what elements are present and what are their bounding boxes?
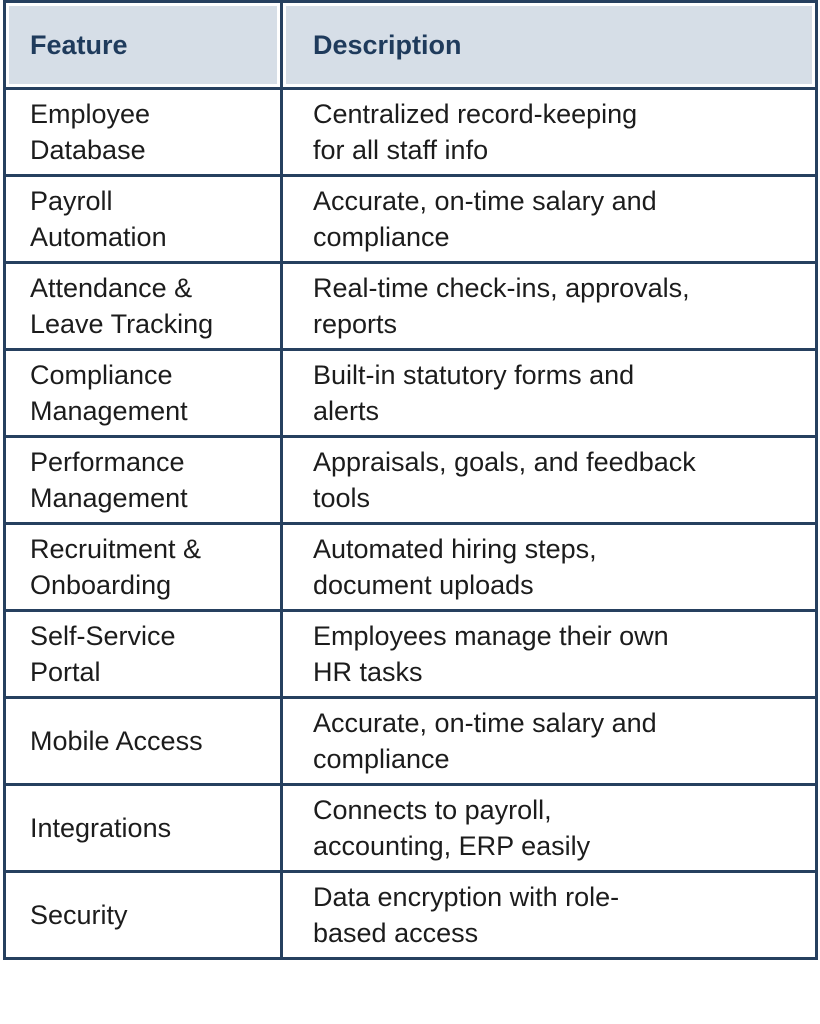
- feature-cell-line: Security: [30, 900, 128, 930]
- description-cell-line: compliance: [313, 222, 450, 252]
- feature-table: [3, 0, 818, 960]
- table-row: [5, 524, 817, 611]
- description-cell-line: Automated hiring steps,: [313, 534, 597, 564]
- feature-cell-line: Management: [30, 483, 188, 513]
- feature-cell: [5, 89, 282, 176]
- description-cell: [282, 611, 817, 698]
- description-cell: [282, 89, 817, 176]
- feature-cell-line: Recruitment &: [30, 534, 202, 564]
- description-cell-line: Employees manage their own: [313, 621, 669, 651]
- feature-cell: [5, 176, 282, 263]
- header-description: Description: [282, 2, 817, 89]
- table-header-row: [5, 2, 817, 89]
- description-cell-line: Centralized record-keeping: [313, 99, 638, 129]
- feature-cell-line: Employee: [30, 99, 151, 129]
- table-row: [5, 785, 817, 872]
- table-row: [5, 263, 817, 350]
- table-row: [5, 872, 817, 959]
- description-cell: [282, 437, 817, 524]
- description-cell-line: reports: [313, 309, 398, 339]
- feature-cell-line: Compliance: [30, 360, 173, 390]
- description-cell: [282, 698, 817, 785]
- feature-cell: [5, 785, 282, 872]
- feature-cell-line: Portal: [30, 657, 101, 687]
- table-row: [5, 176, 817, 263]
- description-cell-line: Built-in statutory forms and: [313, 360, 635, 390]
- table-row: [5, 350, 817, 437]
- feature-cell-line: Performance: [30, 447, 185, 477]
- feature-cell-line: Integrations: [30, 813, 172, 843]
- description-cell-line: accounting, ERP easily: [313, 831, 591, 861]
- description-cell: [282, 176, 817, 263]
- feature-cell-line: Database: [30, 135, 146, 165]
- description-cell: [282, 524, 817, 611]
- feature-cell-line: Payroll: [30, 186, 113, 216]
- feature-cell: [5, 872, 282, 959]
- description-cell-line: Accurate, on-time salary and: [313, 708, 657, 738]
- feature-cell: [5, 698, 282, 785]
- description-cell-line: based access: [313, 918, 479, 948]
- feature-cell: [5, 350, 282, 437]
- feature-cell: [5, 437, 282, 524]
- table-row: [5, 437, 817, 524]
- feature-cell-line: Mobile Access: [30, 726, 203, 756]
- table-row: [5, 611, 817, 698]
- description-cell-line: Appraisals, goals, and feedback: [313, 447, 696, 477]
- description-cell-line: Accurate, on-time salary and: [313, 186, 657, 216]
- description-cell-line: Data encryption with role-: [313, 882, 620, 912]
- description-cell-line: tools: [313, 483, 371, 513]
- table-row: [5, 89, 817, 176]
- feature-cell: [5, 524, 282, 611]
- feature-cell-line: Leave Tracking: [30, 309, 214, 339]
- description-cell: [282, 350, 817, 437]
- description-cell-line: Real-time check-ins, approvals,: [313, 273, 690, 303]
- description-cell-line: compliance: [313, 744, 450, 774]
- description-cell-line: HR tasks: [313, 657, 423, 687]
- description-cell-line: alerts: [313, 396, 380, 426]
- feature-cell-line: Onboarding: [30, 570, 172, 600]
- description-cell: [282, 263, 817, 350]
- feature-cell-line: Attendance &: [30, 273, 193, 303]
- feature-cell-line: Automation: [30, 222, 167, 252]
- feature-cell-line: Self-Service: [30, 621, 176, 651]
- description-cell-line: for all staff info: [313, 135, 489, 165]
- description-cell: [282, 785, 817, 872]
- header-feature: Feature: [5, 2, 282, 89]
- table-row: [5, 698, 817, 785]
- feature-cell: [5, 611, 282, 698]
- description-cell: [282, 872, 817, 959]
- feature-cell-line: Management: [30, 396, 188, 426]
- description-cell-line: Connects to payroll,: [313, 795, 552, 825]
- description-cell-line: document uploads: [313, 570, 534, 600]
- feature-cell: [5, 263, 282, 350]
